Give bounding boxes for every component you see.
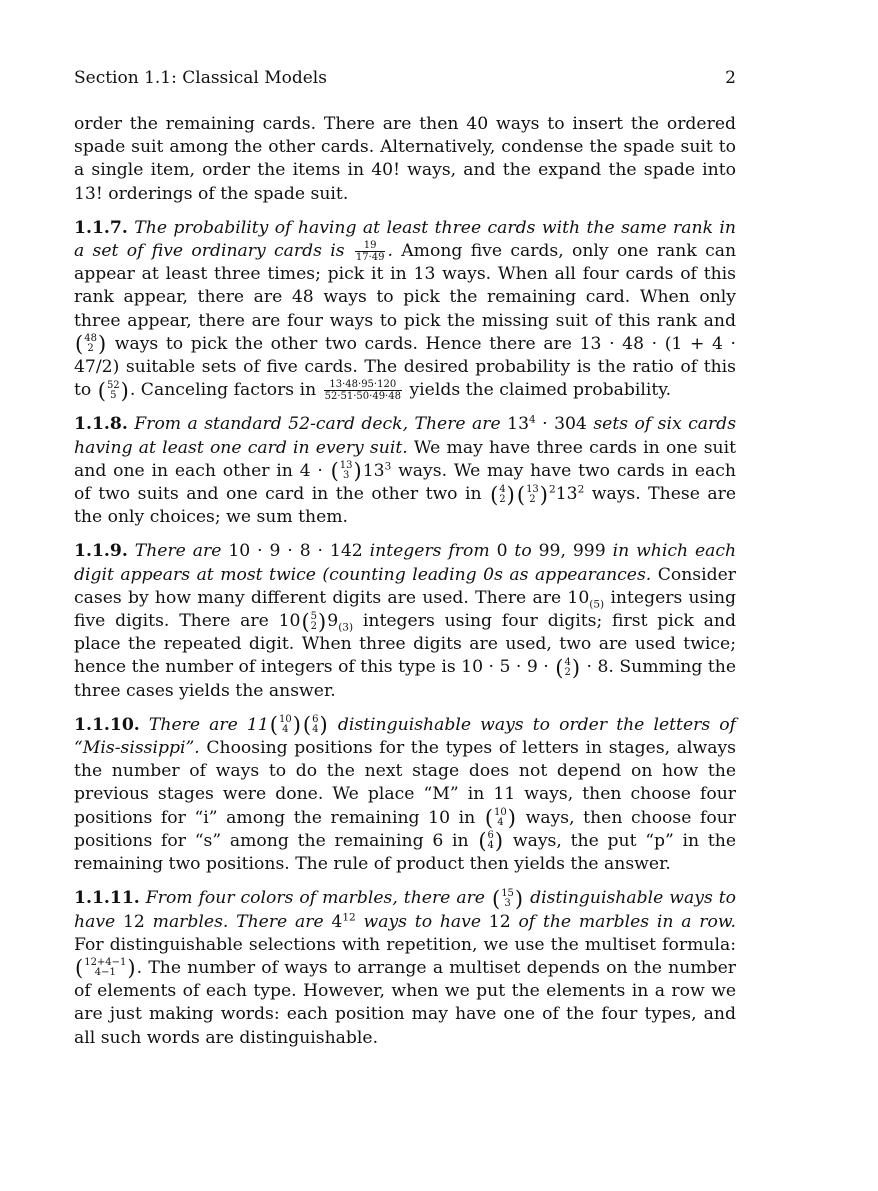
solution-text: ways, then choose four positions for “s” among the remaining 6 in <box>74 807 736 851</box>
intro-paragraph <box>74 113 736 206</box>
problem-statement: The probability of having at least three cards with the same rank in a set of five ordinary cards is <box>74 217 737 262</box>
solution-text: · 8. Summing the three cases yields the answer. <box>74 657 736 701</box>
binomial: ( 10 4 ) <box>484 806 516 831</box>
solution-text: integers using five digits. There are 10 <box>74 587 737 632</box>
intro-text: order the remaining cards. There are then 40 ways to insert the ordered spade suit among the other cards. Alternatively, condense the spade suit to a single item, order the items in 40! ways, and the expand the spade into 13! orderings of the spade suit. <box>74 114 736 204</box>
binomial: ( 4 2 ) <box>555 655 581 680</box>
problem-statement: in which each digit appears at most twice (counting leading 0s as appearances. <box>74 541 737 585</box>
solution-text: ways, the put “p” in the remaining two positions. The rule of product then yields the answer. <box>74 830 737 875</box>
binomial: ( 48 2 ) <box>75 332 107 357</box>
binomial: ( 15 3 ) <box>491 886 524 911</box>
page-number: 2 <box>725 68 736 88</box>
problem-number: 1.1.11. <box>74 888 140 909</box>
problem-statement: distinguishable ways to order the letters of “Mis-sissippi”. <box>74 714 736 759</box>
binomial: ( 13 3 ) <box>330 459 362 484</box>
solution-text: For distinguishable selections with repetition, we use the multiset formula: <box>74 934 736 955</box>
binomial: ( 6 4 ) <box>302 713 328 738</box>
binomial: ( 12+4−1 4−1 ) <box>75 956 136 981</box>
solution-text: Among five cards, only one rank can appear at least three times; pick it in 13 ways. When all four cards of this rank appear, there are 48 ways to pick the remaining card. When only three appear, there are four ways to pick the missing suit of this rank and <box>74 241 737 331</box>
section-title: Section 1.1: Classical Models <box>74 68 327 88</box>
problem-statement: From a standard 52-card deck, There are <box>134 414 501 435</box>
binomial: ( 10 4 ) <box>269 713 301 738</box>
solution-text: integers using four digits; first pick and place the repeated digit. When three digits are used, two are used twice; hence the number of integers of this type is 10 · 5 · 9 · <box>74 611 736 678</box>
running-header <box>74 66 736 90</box>
binomial: ( 13 2 ) <box>516 482 548 507</box>
fraction: $\frac{13\cdot 48\cdot 95\cdot 120}{52\cdot 51\cdot 50\cdot 49\cdot 48}$ <box>324 379 401 403</box>
solution-text: ways to pick the other two cards. Hence there are 13 · 48 · (1 + 4 · 47/2) suitable sets of five cards. The desired probability is the ratio of this to <box>74 333 737 401</box>
solution-text: yields the claimed probability. <box>409 380 672 401</box>
fraction: $\frac{19}{17\cdot 49}$ <box>355 240 385 264</box>
solution-1-1-10: 1.1.10. There are 11 ( 10 4 ) ( 6 4 ) distinguishable ways to order the letters of “Mis-sissippi”. Choosing positions for the types of letters in stages, always the number of ways to do the next stage does not depend on how the previous stages were done. We place “M” in 11 ways, then choose four positions for “i” among the remaining 10 in ( 10 4 ) ways, then choose four positions for “s” among the remaining 6 in ( 6 4 ) ways, the put “p” in the remaining two positions. The rule of product then yields the answer. <box>74 713 737 875</box>
binomial: ( 52 5 ) <box>97 378 129 403</box>
problem-number: 1.1.10. <box>74 714 140 735</box>
problem-number: 1.1.9. <box>74 541 128 562</box>
solution-1-1-9: 1.1.9. There are 10 · 9 · 8 · 142 integers from 0 to 99, 999 in which each digit appears at most twice (counting leading 0s as appearances. Consider cases by how many different digits are used. There are $10_{(5)}$ integers using five digits. There are 10 ( 5 2 ) $9_{(3)}$ integers using four digits; first pick and place the repeated digit. When three digits are used, two are used twice; hence the number of integers of this type is 10 · 5 · 9 · ( 4 2 ) · 8. Summing the three cases yields the answer. <box>74 541 737 701</box>
solution-text: Consider cases by how many different digits are used. There are <box>74 564 736 608</box>
solution-1-1-7: 1.1.7. The probability of having at least three cards with the same rank in a set of five ordinary cards is $\frac{19}{17\cdot 49}$ . Among five cards, only one rank can appear at least three times; pick it in 13 ways. When all four cards of this rank appear, there are 48 ways to pick the remaining card. When only three appear, there are four ways to pick the missing suit of this rank and ( 48 2 ) ways to pick the other two cards. Hence there are 13 · 48 · (1 + 4 · 47/2) suitable sets of five cards. The desired probability is the ratio of this to ( 52 5 ) . Canceling factors in $\frac{13\cdot 48\cdot 95\cdot 120}{52\cdot 51\cdot 50\cdot 49\cdot 48}$ yields the claimed probability. <box>74 217 737 403</box>
binomial: ( 6 4 ) <box>478 829 504 854</box>
solution-1-1-11: 1.1.11. From four colors of marbles, there are ( 15 3 ) distinguishable ways to have 12 marbles. There are $4^{12}$ ways to have 12 of the marbles in a row. For distinguishable selections with repetition, we use the multiset formula: ( 12+4−1 4−1 ) . The number of ways to arrange a multiset depends on the number of elements of each type. However, when we put the elements in a row we are just making words: each position may have one of the four types, and all such words are distinguishable. <box>74 886 737 1048</box>
solution-text: ways. We may have two cards in each of two suits and one card in the other two in <box>74 460 736 505</box>
page <box>74 66 736 1061</box>
binomial: ( 4 2 ) <box>490 482 515 507</box>
problem-number: 1.1.8. <box>74 414 128 435</box>
problem-statement: sets of six cards having at least one card in every suit. <box>74 414 737 458</box>
problem-number: 1.1.7. <box>74 217 128 238</box>
solution-text: We may have three cards in one suit and one in each other in 4 · <box>74 437 737 481</box>
solution-text: . Canceling factors in <box>129 380 317 401</box>
solution-text: Choosing positions for the types of letters in stages, always the number of ways to do the next stage does not depend on how the previous stages were done. We place “M” in 11 ways, then choose four positions for “i” among the remaining 10 in <box>74 738 736 828</box>
problem-statement: of the marbles in a row. <box>518 911 736 932</box>
body <box>74 113 736 1050</box>
solution-text: . The number of ways to arrange a multiset depends on the number of elements of each type. However, when we put the elements in a row we are just making words: each position may have one of the four types, and all such words are distinguishable. <box>74 957 736 1048</box>
binomial: ( 5 2 ) <box>301 609 327 634</box>
solution-1-1-8: 1.1.8. From a standard 52-card deck, There are $13^4 \cdot 304$ sets of six cards having at least one card in every suit. We may have three cards in one suit and one in each other in 4 · ( 13 3 ) $13^3$ ways. We may have two cards in each of two suits and one card in the other two in ( 4 2 ) ( 13 2 ) $^213^2$ ways. These are the only choices; we sum them. <box>74 413 737 528</box>
solution-text: ways. These are the only choices; we sum them. <box>74 484 736 528</box>
